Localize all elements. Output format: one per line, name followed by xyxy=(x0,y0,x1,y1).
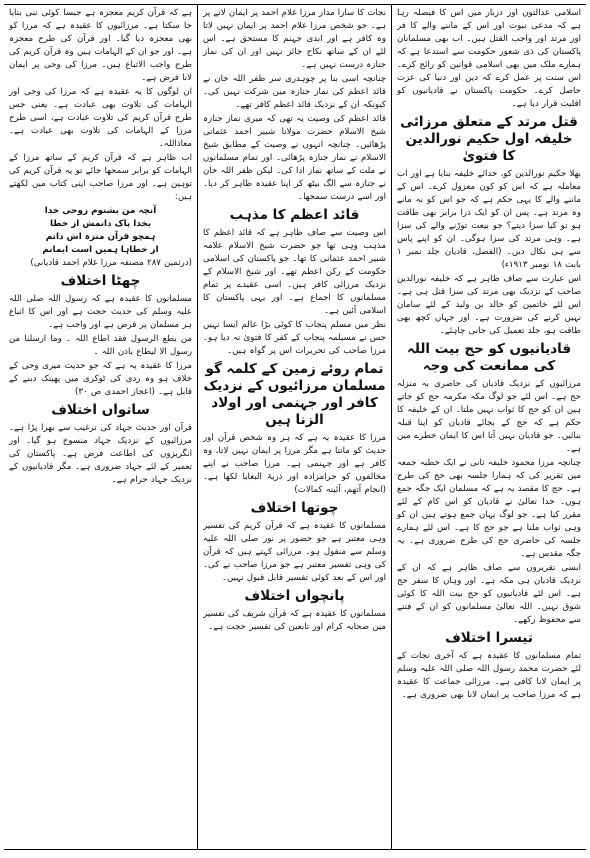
section-heading: تمام روئے زمین کے کلمہ گو مسلمان مرزائیوں کے نزدیک کافر اور جہنمی اور اولاد الزنا ہیں xyxy=(203,361,386,428)
verse-line: از خطاہا ہمیں است ایمانم xyxy=(42,245,159,255)
paragraph: ہے کہ قرآن کریم معجزہ ہے جیسا کوئی نبی بنایا جا سکتا ہے۔ مرزائیوں کا عقیدہ ہے کہ مرزا کو بھی معجزہ دیا گیا۔ اور قرآن کی طرح معجزہ ہے۔ اور جو ان کے الہامات ہیں وہ قرآن کریم کی طرح واجب الاتباع ہیں۔ مرزا کی وحی پر ایمان لانا فرض ہے۔ xyxy=(9,8,192,83)
paragraph: اس وصیت سے صاف ظاہر ہے کہ قائد اعظم کا مذہب وہی تھا جو حضرت شیخ الاسلام علامہ شبیر احمد عثمانی کا تھا۔ جو پاکستان کی اسلامی حکومت کے رکن اعظم تھے۔ اور شیخ الاسلام کے نزدیک مرزائی کافر ہیں۔ اسی عقیدے پر تمام مسلمانوں کا اجماع ہے۔ اور یہی پاکستان کا اسلامی آئین ہے۔ xyxy=(203,228,386,316)
verse-line: آنچہ من بشنوم زوحی خدا xyxy=(44,206,157,216)
paragraph: مسلمانوں کا عقیدہ ہے کہ قرآن شریف کی تفسیر میں صحابہ کرام اور تابعین کی تفسیر حجت ہے۔ xyxy=(203,609,386,632)
section-heading: قائد اعظم کا مذہب xyxy=(229,207,360,223)
paragraph: قرآن اور حدیث جہاد کی ترغیب سے بھرا پڑا ہے۔ مرزائیوں کے نزدیک جہاد منسوخ ہو گیا۔ اور انگریزوں کی اطاعت فرض ہے۔ پاکستان کی تعمیر کے لئے جہاد ضروری ہے۔ مگر قادیانیوں کے نزدیک جہاد حرام ہے۔ xyxy=(9,423,192,485)
paragraph: مسلمانوں کا عقیدہ ہے کہ رسول اللہ صلی اللہ علیہ وسلم کی حدیث حجت ہے اور اس کا اتباع ہر مسلمان پر فرض ہے اور واجب ہے۔ xyxy=(9,294,192,330)
paragraph: نجات کا سارا مدار مرزا غلام احمد پر ایمان لانے پر ہے۔ جو شخص مرزا غلام احمد پر ایمان نہیں لاتا وہ کافر ہے اور ابدی جہنم کا مستحق ہے۔ اس لئے ان کے ساتھ نکاح جائز نہیں اور ان کی نماز جنازہ درست نہیں ہے۔ xyxy=(203,8,386,70)
paragraph: اب ظاہر ہے کہ قرآن کریم کے ساتھ مرزا کے الہامات کو برابر سمجھا جائے تو یہ قرآن کریم کی توہین ہے۔ اور مرزا صاحب اپنی کتاب میں لکھتے ہیں: xyxy=(9,153,192,202)
column-left xyxy=(4,5,198,849)
paragraph: مرزائیوں کے نزدیک قادیان کی حاضری بہ منزلہ حج ہے۔ اس لئے جو لوگ مکہ مکرمہ حج کو جاتے ہیں ان کو حج کا ثواب نہیں ملتا۔ ان کے خلیفہ کا حکم ہے کہ حج کے بجائے قادیان کو اپنا قبلہ بنائیں۔ جو قادیان نہیں آتا اس کا ایمان خطرے میں ہے۔ xyxy=(397,379,581,454)
section-heading: چوتھا اختلاف xyxy=(250,500,339,516)
verse-line: ہمچو قرآن منزہ اش دانم xyxy=(45,232,156,242)
section-heading: تیسرا اختلاف xyxy=(445,630,533,646)
paragraph: نظر میں مسلم پنجاب کا کوئی بڑا عالم ایسا نہیں جس نے مسیلمہ پنجاب کے کفر کا فتویٰ نہ دیا ہو۔ مرزا صاحب کی تحریرات اس پر گواہ ہیں۔ xyxy=(203,320,386,356)
paragraph: مرزا کا عقیدہ یہ ہے کہ جو حدیث میری وحی کے خلاف ہو وہ ردی کی ٹوکری میں پھینک دینے کے قابل ہے۔ (اعجاز احمدی ص ۳۰) xyxy=(9,361,192,397)
paragraph: مسلمانوں کا عقیدہ ہے کہ قرآن کریم کی تفسیر وہی معتبر ہے جو حضور پر نور صلی اللہ علیہ وسلم سے منقول ہو۔ مرزائی کہتے ہیں کہ قرآن کی وہی تفسیر معتبر ہے جو مرزا صاحب نے کی۔ اور اس کے بعد کوئی تفسیر قابل قبول نہیں۔ xyxy=(203,521,386,583)
paragraph: من یطع الرسول فقد اطاع اللہ ۔ وما ارسلنا من رسول الا لیطاع باذن اللہ ۔ xyxy=(9,334,192,357)
column-middle xyxy=(198,5,392,849)
section-heading: ساتواں اختلاف xyxy=(51,402,150,418)
paragraph: مرزا کا عقیدہ یہ ہے کہ ہر وہ شخص قرآن اور حدیث کو مانتا ہے مگر مرزا پر ایمان نہیں لاتا، وہ کافر ہے اور جہنمی ہے۔ مرزا صاحب نے اپنے مخالفوں کو حرامزادہ اور ذریۃ البغایا لکھا ہے۔ (انجام آتھم، آئینہ کمالات) xyxy=(203,433,386,495)
paragraph: ایسی تقریروں سے صاف ظاہر ہے کہ ان کے نزدیک قادیان ہی مکہ ہے۔ اور وہاں کا سفر حج ہے۔ اس لئے قادیانیوں کو حج بیت اللہ کا کوئی شوق نہیں۔ اللہ تعالیٰ مسلمانوں کو ان کے فتنے سے محفوظ رکھے۔ xyxy=(397,563,581,625)
section-heading: پانچواں اختلاف xyxy=(244,588,345,604)
paragraph: اسلامی عدالتوں اور دربار میں اس کا فیصلہ رہا ہے کہ مدعی نبوت اور اس کے ماننے والے کا فر اور مرتد اور واجب القتل ہیں۔ اب بھی مسلمانان پاکستان کی ذی شعور حکومت سے استدعا ہے کہ ہمارے ملک میں بھی اسلامی قوانین کو رائج کرے۔ اس سنت پر عمل کرے کہ دین اور دنیا کی عزت حاصل کرے۔ حکومت پاکستان نے قادیانیوں کو اقلیت قرار دیا ہے۔ xyxy=(397,8,581,109)
verse-line: بخدا پاک دانمش از خطا xyxy=(49,219,152,229)
paragraph: بھلا حکیم نورالدین کو، خدائے خلیفہ بنایا ہے اور اب معاملہ ہے کہ اس کو کون معزول کرے۔ اس کے ماننے والے کا یہی حکم ہے کہ جو اس کو نہ مانے وہ مرتد ہے۔ پس ان کو ایک ذرا برابر بھی طاقت ہو تو کیا سزا دیتے؟ جو بیعت توڑنے والے کی سزا ہے۔ وہی مرتد کی سزا ہوگی۔ ان کو اپنے پاس سے ہی نکال دیں۔ (الفضل، قادیان جلد نمبر ۱ بابت ۱۸ نومبر ۱۹۱۳ء) xyxy=(397,169,581,270)
column-right xyxy=(392,5,586,849)
paragraph: چنانچہ اسی بنا پر چوہدری سر ظفر اللہ خان نے قائد اعظم کی نماز جنازہ میں شرکت نہیں کی۔ کیونکہ ان کے نزدیک قائد اعظم کافر تھے۔ xyxy=(203,74,386,110)
paragraph: ان لوگوں کا یہ عقیدہ ہے کہ مرزا کی وحی اور الہامات کی تلاوت بھی عبادت ہے۔ یعنی جس طرح قرآن کریم کی تلاوت عبادت ہے، اسی طرح مرزا کے الہامات کی تلاوت بھی عبادت ہے۔ معاذاللہ۔ xyxy=(9,87,192,149)
paragraph: چنانچہ مرزا محمود خلیفہ ثانی نے ایک خطبہ جمعہ میں تقریر کی کہ ہمارا جلسہ بھی حج کی طرح ہے۔ حج کا مقصد یہ ہے کہ مسلمان ایک جگہ جمع ہوں۔ خدا تعالیٰ نے قادیان کو اس کام کے لئے مقرر کیا ہے۔ جو لوگ یہاں جمع ہوتے ہیں ان کو وہی ثواب ملتا ہے جو حج کا ہے۔ اس لئے ہمارے جلسہ کی حاضری حج کی طرح ضروری ہے۔ یہ جگہ مقدس ہے۔ xyxy=(397,458,581,559)
paragraph: تمام مسلمانوں کا عقیدہ ہے کہ آخری نجات کے لئے حضرت محمد رسول اللہ صلی اللہ علیہ وسلم پر ایمان لانا کافی ہے۔ مرزائی جماعت کا عقیدہ ہے کہ مرزا صاحب پر ایمان لانا بھی ضروری ہے۔ xyxy=(397,651,581,700)
paragraph: قائد اعظم کی وصیت یہ تھی کہ میری نماز جنازہ شیخ الاسلام حضرت مولانا شبیر احمد عثمانی پڑھائیں۔ چنانچہ انہوں نے وصیت کے مطابق شیخ الاسلام نے نماز جنازہ پڑھائی۔ اور تمام مسلمانوں نے ملت کے ساتھ نماز ادا کی۔ لیکن ظفر اللہ خان نے جنازہ سے الگ بیٹھ کر اپنا عقیدہ ظاہر کر دیا۔ اور اسے درست سمجھا۔ xyxy=(203,114,386,202)
paragraph: اس عبارت سے صاف ظاہر ہے کہ خلیفہ نورالدین صاحب کے نزدیک بھی مرتد کی سزا قتل ہی ہے۔ اس لئے خاتمین کو خالد بن ولید کے لئے سامان نہیں کرنے کی ضرورت ہے۔ اور جہاں کچھ بھی طاقت ہو، جلد تعمیل کی جانی چاہئے۔ xyxy=(397,274,581,336)
section-heading: قتل مرتد کے متعلق مرزائی خلیفہ اول حکیم نورالدین کا فتویٰ xyxy=(400,114,578,164)
paragraph: (درثمین ۲۸۷ مصنفہ مرزا غلام احمد قادیانی) xyxy=(30,258,192,268)
section-heading: چھٹا اختلاف xyxy=(60,273,141,289)
section-heading: قادیانیوں کو حج بیت اللہ کی ممانعت کی وجہ xyxy=(406,341,572,374)
newspaper-page xyxy=(4,4,586,850)
